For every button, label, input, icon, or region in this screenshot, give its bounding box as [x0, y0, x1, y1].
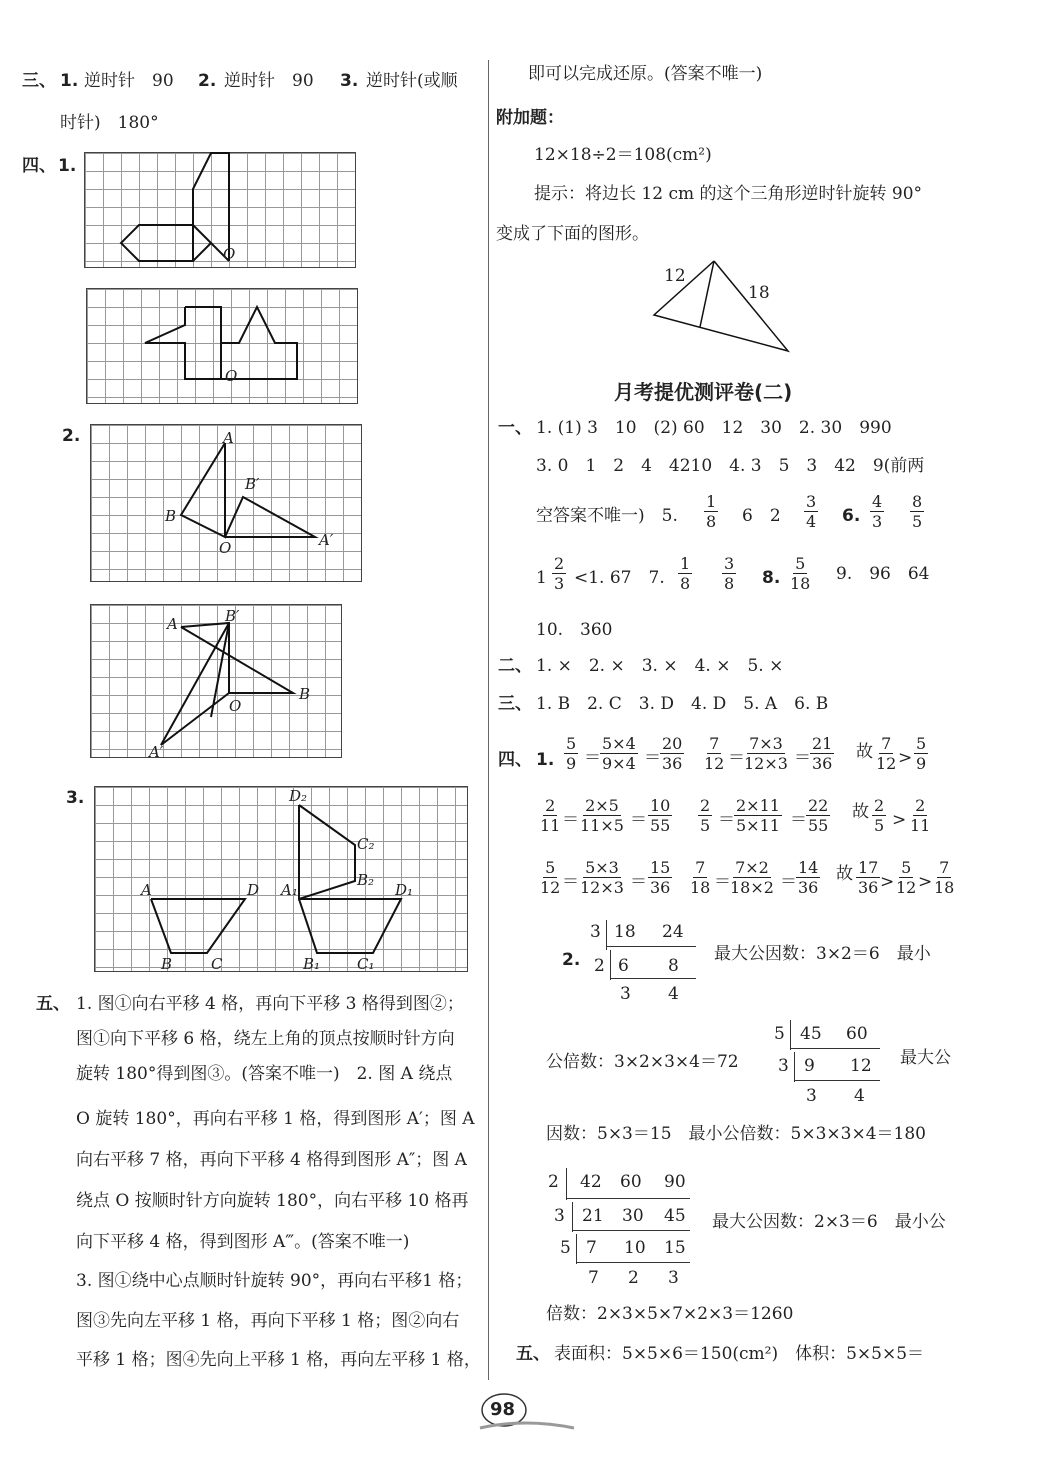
fraction: $\frac{2}{3}$ [554, 554, 565, 593]
grid-figure-3 [90, 424, 362, 582]
answer-row: 表面积：5×5×6＝150(cm²) 体积：5×5×5＝ [554, 1344, 925, 1364]
side-length-12: 12 [664, 266, 686, 286]
quotient: 45 [664, 1206, 686, 1226]
quotient: 3 [668, 1268, 679, 1288]
answer-row: 空答案不唯一) 5. [536, 506, 678, 526]
paragraph-line: 平移 1 格；图④先向上平移 1 格，再向左平移 1 格， [76, 1350, 481, 1370]
answer-text: 时针) 180° [60, 113, 159, 133]
section-4-number: 四、 [22, 156, 56, 176]
section-3-number: 三、 [22, 71, 56, 91]
fraction: $\frac{5}{9}$ [566, 734, 577, 773]
point-d-label: D [247, 881, 260, 899]
grid-figure-1 [84, 152, 356, 268]
hint-text: 变成了下面的图形。 [496, 224, 649, 244]
quotient: 12 [850, 1056, 872, 1076]
answer-row: 3. 0 1 2 4 4210 4. 3 5 3 42 9(前两 [536, 456, 925, 476]
quotient: 7 [588, 1268, 599, 1288]
fraction: $\frac{5}{18}$ [790, 554, 811, 593]
continued-text: 即可以完成还原。(答案不唯一) [528, 64, 763, 84]
mixed-number-whole: 1 [536, 568, 547, 588]
q1-label: 1. [536, 750, 555, 770]
point-b-label: B [161, 955, 173, 973]
section-4-number: 四、 [498, 750, 532, 770]
point-a-label: A [141, 881, 152, 899]
triangle-rotation-2 [91, 605, 341, 757]
point-o-label: O [225, 367, 238, 385]
quotient: 7 [586, 1238, 597, 1258]
point-d2-label: D₂ [289, 787, 308, 805]
q2-label: 2. [62, 426, 81, 446]
divisor: 5 [560, 1238, 571, 1258]
fraction: $\frac{3}{8}$ [724, 554, 735, 593]
point-a1-label: A₁ [281, 881, 298, 899]
quotient: 9 [804, 1056, 815, 1076]
answer-text: 逆时针 90 [224, 71, 314, 91]
division-line [572, 1230, 690, 1231]
dividend: 60 [846, 1024, 868, 1044]
fraction: $\frac{1}{8}$ [706, 492, 717, 531]
paragraph-line: 图①向下平移 6 格，绕左上角的顶点按顺时针方向 [76, 1029, 455, 1049]
fraction: $\frac{4}{3}$ [872, 492, 883, 531]
fraction: $\frac{2\times 11}{5\times 11}$ [736, 796, 780, 835]
answer-row: 1. B 2. C 3. D 4. D 5. A 6. B [536, 694, 829, 714]
side-length-18: 18 [748, 283, 770, 303]
q3-label: 3. [66, 788, 85, 808]
fraction: $\frac{7\times 2}{18\times 2}$ [730, 858, 774, 897]
division-line [610, 978, 696, 979]
divisor: 2 [548, 1172, 559, 1192]
quotient: 15 [664, 1238, 686, 1258]
point-b-prime-label: B′ [225, 607, 240, 625]
fraction: $\frac{5\times 3}{12\times 3}$ [580, 858, 624, 897]
equals-sign: ＝ [714, 872, 731, 892]
test-title: 月考提优测评卷(二) [614, 380, 793, 404]
therefore-word: 故 [852, 802, 869, 822]
triangle-rotation-1 [91, 425, 361, 581]
division-line [566, 1198, 690, 1199]
quotient: 30 [622, 1206, 644, 1226]
paragraph-line: 3. 图①绕中心点顺时针旋转 90°，再向右平移1 格； [76, 1271, 473, 1291]
point-o-label: O [229, 697, 242, 715]
dividend: 90 [664, 1172, 686, 1192]
fraction: $\frac{7}{12}$ [704, 734, 725, 773]
quotient: 8 [668, 956, 679, 976]
point-a-label: A [167, 615, 178, 633]
page-number-ornament [470, 1388, 580, 1438]
quotient: 4 [854, 1086, 865, 1106]
section-1-number: 一、 [498, 418, 532, 438]
equals-sign: ＝ [584, 748, 601, 768]
fraction: $\frac{7}{18}$ [690, 858, 711, 897]
fraction: $\frac{22}{55}$ [808, 796, 829, 835]
fraction: $\frac{2\times 5}{11\times 5}$ [580, 796, 624, 835]
result-text: 最大公 [900, 1048, 951, 1068]
greater-sign: > [892, 810, 907, 830]
paragraph-line: 图③先向左平移 1 格，再向下平移 1 格；图②向右 [76, 1311, 460, 1331]
answer-row: <1. 67 7. [574, 568, 665, 588]
equals-sign: ＝ [644, 748, 661, 768]
division-bar [790, 1020, 791, 1050]
answer-row: 10. 360 [536, 620, 613, 640]
quotient: 3 [806, 1086, 817, 1106]
division-line [606, 946, 696, 947]
fraction: $\frac{10}{55}$ [650, 796, 671, 835]
greater-sign: > [880, 872, 895, 892]
paragraph-line: 绕点 O 按顺时针方向旋转 180°，向右平移 10 格再 [76, 1191, 469, 1211]
point-b-label: B [299, 685, 311, 703]
section-5-number: 五、 [516, 1344, 550, 1364]
point-a-label: A [223, 429, 234, 447]
rotated-shape-2 [87, 289, 357, 403]
point-c-label: C [211, 955, 223, 973]
dividend: 24 [662, 922, 684, 942]
quotient: 2 [628, 1268, 639, 1288]
greater-sign: > [918, 872, 933, 892]
equals-sign: ＝ [728, 748, 745, 768]
fraction: $\frac{5\times 4}{9\times 4}$ [602, 734, 636, 773]
point-a-prime-label: A′ [319, 531, 334, 549]
divisor: 2 [594, 956, 605, 976]
fraction: $\frac{21}{36}$ [812, 734, 833, 773]
point-o-label: O [219, 539, 232, 557]
divisor: 5 [774, 1024, 785, 1044]
dividend: 45 [800, 1024, 822, 1044]
result-text: 公倍数：3×2×3×4＝72 [546, 1052, 739, 1072]
fraction: $\frac{20}{36}$ [662, 734, 683, 773]
quotient: 6 [618, 956, 629, 976]
therefore-word: 故 [856, 742, 873, 762]
quotient: 21 [582, 1206, 604, 1226]
division-bar [794, 1052, 795, 1082]
equals-sign: ＝ [562, 810, 579, 830]
divisor: 3 [554, 1206, 565, 1226]
fraction: $\frac{5}{12}$ [540, 858, 561, 897]
greater-sign: > [898, 748, 913, 768]
fraction: $\frac{15}{36}$ [650, 858, 671, 897]
q8-label: 8. [762, 568, 781, 588]
bonus-heading: 附加题： [496, 108, 564, 128]
point-b1-label: B₁ [303, 955, 321, 973]
fraction: $\frac{7\times 3}{12\times 3}$ [744, 734, 788, 773]
divisor: 3 [778, 1056, 789, 1076]
point-b-prime-label: B′ [245, 475, 260, 493]
quotient: 10 [624, 1238, 646, 1258]
q2-label: 2. [562, 950, 581, 970]
point-c2-label: C₂ [357, 835, 375, 853]
paragraph-line: 向下平移 4 格，得到图形 A‴。(答案不唯一) [76, 1232, 410, 1252]
equals-sign: ＝ [790, 810, 807, 830]
result-text: 因数：5×3＝15 最小公倍数：5×3×3×4＝180 [546, 1124, 926, 1144]
q2-label: 2. [198, 71, 217, 91]
paragraph-line: 向右平移 7 格，再向下平移 4 格得到图形 A″；图 A [76, 1150, 467, 1170]
result-text: 倍数：2×3×5×7×2×3＝1260 [546, 1304, 794, 1324]
division-line [576, 1262, 690, 1263]
equals-sign: ＝ [780, 872, 797, 892]
fraction: $\frac{5}{9}$ [916, 734, 927, 773]
section-5-number: 五、 [36, 994, 70, 1014]
result-text: 最大公因数：3×2＝6 最小 [714, 944, 931, 964]
grid-figure-5 [94, 786, 468, 972]
answer-row: 1. (1) 3 10 (2) 60 12 30 2. 30 990 [536, 418, 892, 438]
answer-row: 6 2 [742, 506, 781, 526]
fraction: $\frac{8}{5}$ [912, 492, 923, 531]
dividend: 18 [614, 922, 636, 942]
q1-label: 1. [60, 71, 79, 91]
answer-row: 9. 96 64 [836, 564, 930, 584]
paragraph-line: O 旋转 180°，再向右平移 1 格，得到图形 A′；图 A [76, 1109, 475, 1129]
fraction: $\frac{7}{18}$ [934, 858, 955, 897]
answer-row: 1. × 2. × 3. × 4. × 5. × [536, 656, 784, 676]
fraction: $\frac{17}{36}$ [858, 858, 879, 897]
rotated-shape-1 [85, 153, 355, 267]
hint-text: 提示：将边长 12 cm 的这个三角形逆时针旋转 90° [534, 184, 923, 204]
fraction: $\frac{7}{12}$ [876, 734, 897, 773]
fraction: $\frac{14}{36}$ [798, 858, 819, 897]
paragraph-line: 1. 图①向右平移 4 格，再向下平移 3 格得到图②； [76, 994, 464, 1014]
equals-sign: ＝ [630, 872, 647, 892]
fraction: $\frac{2}{5}$ [700, 796, 711, 835]
equals-sign: ＝ [718, 810, 735, 830]
fraction: $\frac{3}{4}$ [806, 492, 817, 531]
point-a-prime-label: A′ [149, 743, 164, 761]
fraction: $\frac{1}{8}$ [680, 554, 691, 593]
point-b-label: B [165, 507, 177, 525]
quotient: 3 [620, 984, 631, 1004]
equals-sign: ＝ [562, 872, 579, 892]
point-b2-label: B₂ [357, 871, 375, 889]
fraction: $\frac{2}{11}$ [910, 796, 931, 835]
bonus-calc: 12×18÷2＝108(cm²) [534, 145, 712, 165]
dividend: 42 [580, 1172, 602, 1192]
column-divider [488, 60, 489, 1380]
point-d1-label: D₁ [395, 881, 414, 899]
grid-figure-4 [90, 604, 342, 761]
point-o-label: O [223, 245, 236, 263]
equals-sign: ＝ [794, 748, 811, 768]
division-bar [572, 1202, 573, 1232]
division-bar [610, 950, 611, 980]
fraction: $\frac{5}{12}$ [896, 858, 917, 897]
trapezoid-rotation [95, 787, 467, 971]
section-3-number: 三、 [498, 694, 532, 714]
division-line [794, 1080, 880, 1081]
paragraph-line: 旋转 180°得到图③。(答案不唯一) 2. 图 A 绕点 [76, 1064, 453, 1084]
answer-text: 逆时针 90 [84, 71, 174, 91]
division-line [790, 1048, 880, 1049]
quotient: 4 [668, 984, 679, 1004]
dividend: 60 [620, 1172, 642, 1192]
equals-sign: ＝ [630, 810, 647, 830]
page-number: 98 [490, 1399, 516, 1420]
q6-label: 6. [842, 506, 861, 526]
divisor: 3 [590, 922, 601, 942]
section-2-number: 二、 [498, 656, 532, 676]
fraction: $\frac{2}{11}$ [540, 796, 561, 835]
division-bar [566, 1168, 567, 1200]
point-c1-label: C₁ [357, 955, 375, 973]
grid-figure-2 [86, 288, 358, 404]
q1-label: 1. [58, 156, 77, 176]
result-text: 最大公因数：2×3＝6 最小公 [712, 1212, 946, 1232]
q3-label: 3. [340, 71, 359, 91]
therefore-word: 故 [836, 864, 853, 884]
fraction: $\frac{2}{5}$ [874, 796, 885, 835]
answer-text: 逆时针(或顺 [366, 71, 458, 91]
division-bar [576, 1234, 577, 1264]
